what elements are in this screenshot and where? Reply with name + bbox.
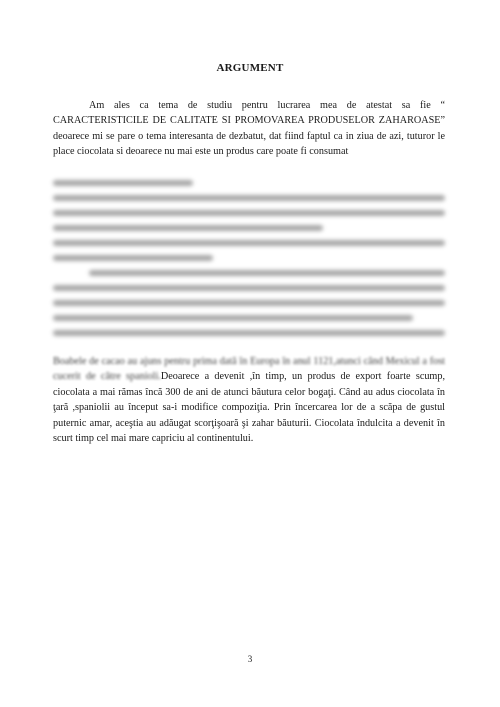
blurred-line xyxy=(53,266,445,281)
blurred-line xyxy=(53,191,445,206)
blurred-line xyxy=(53,206,445,221)
page-number: 3 xyxy=(247,654,253,664)
history-paragraph-lead: Boabele de cacao au ajuns pentru prima dată în Europa în anul 1121,atunci când Mexicul a fost cucerit de către spanioli. xyxy=(53,356,445,383)
blurred-line xyxy=(53,281,445,296)
history-paragraph-text: Deoarece a devenit ,în timp, un produs de export foarte scump, ciocolata a mai rămas încă 300 de ani de atunci băutura celor bogaţi. Când au adus ciocolata în ţară ,spaniolii au început sa-i modifice compoziţia. Prin încercarea lor de a scăpa de gustul puternic amar, aceştia au adăugat scorţişoară şi zahar băuturii. Ciocolata îndulcita a devenit în scurt timp cel mai mare capriciu al continentului. xyxy=(53,371,445,445)
intro-paragraph xyxy=(53,98,445,160)
history-paragraph xyxy=(53,354,445,446)
blurred-line xyxy=(53,251,445,266)
blurred-line xyxy=(53,326,445,341)
blurred-line xyxy=(53,311,445,326)
intro-paragraph-text: Am ales ca tema de studiu pentru lucrarea mea de atestat sa fie “ CARACTERISTICILE DE CALITATE SI PROMOVAREA PRODUSELOR ZAHAROASE” deoarece mi se pare o tema interesanta de dezbatut, dat fiind faptul ca in ziua de azi, tuturor le place ciocolata si deoarece nu mai este un produs care poate fi consumat xyxy=(53,100,445,158)
blurred-line xyxy=(53,236,445,251)
blurred-line xyxy=(53,176,445,191)
document-title: ARGUMENT xyxy=(216,62,284,74)
blurred-line xyxy=(53,296,445,311)
blurred-text-region xyxy=(53,176,445,341)
blurred-line xyxy=(53,221,445,236)
